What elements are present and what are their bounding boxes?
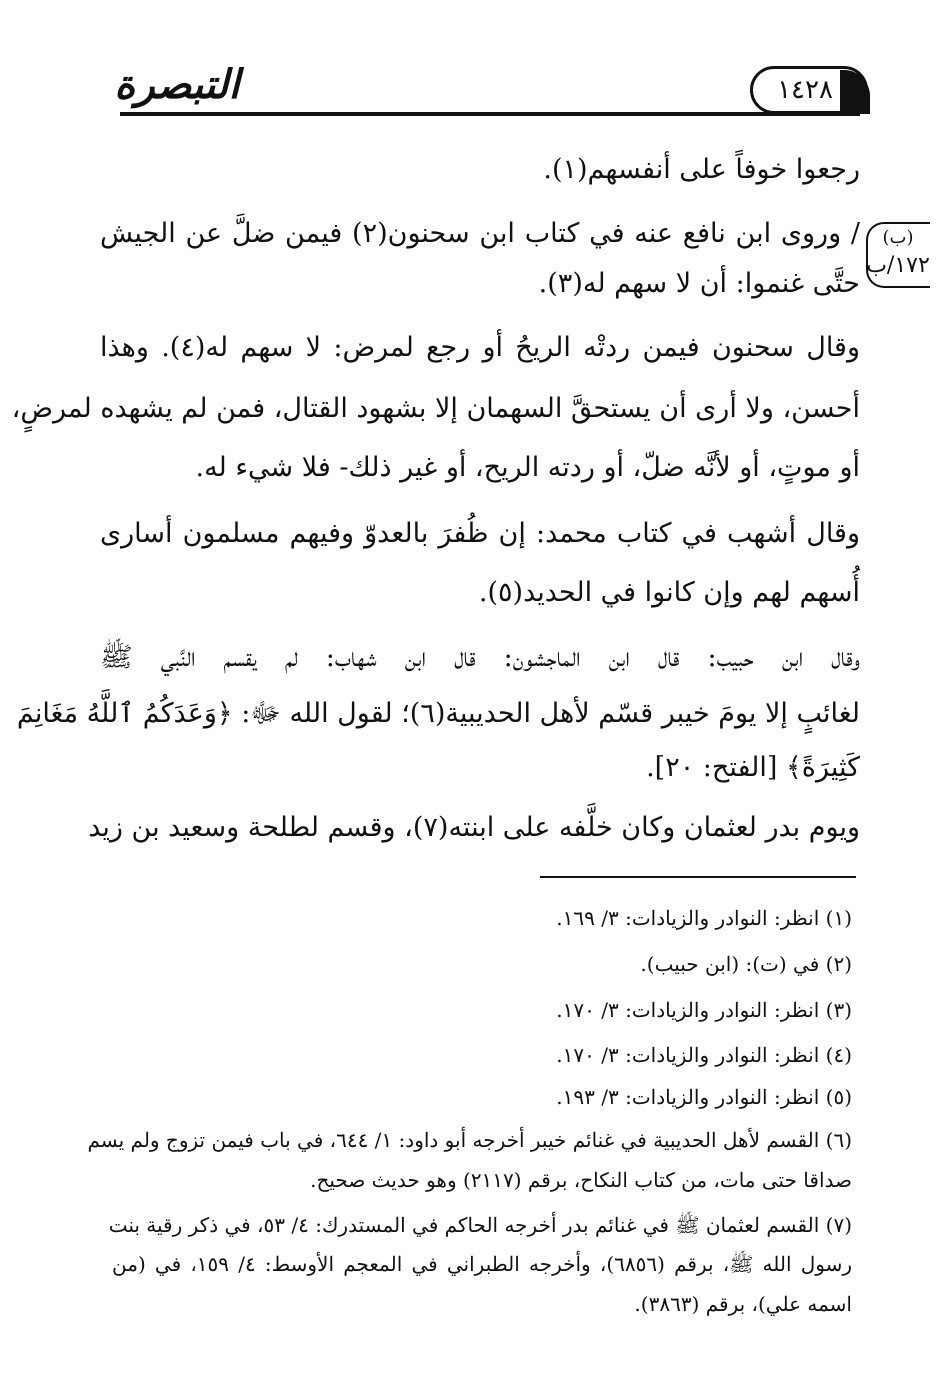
body-line: أو موتٍ، أو لأنَّه ضلّ، أو ردته الريح، أو غير ذلك- فلا شيء له. — [195, 452, 860, 483]
footnote-continuation: رسول الله ﷺ، برقم (٦٨٥٦)، وأخرجه الطبراني في المعجم الأوسط: ٤/ ١٥٩، في (من — [112, 1252, 852, 1276]
footnote-separator — [540, 876, 856, 878]
margin-note-folio: ١٧٢/ب — [866, 253, 930, 278]
body-line: وقال سحنون فيمن ردتْه الريحُ أو رجع لمرض: لا سهم له(٤). وهذا — [100, 332, 860, 363]
footnote: (٥) انظر: النوادر والزيادات: ٣/ ١٩٣. — [556, 1085, 852, 1109]
footnote: (٢) في (ت): (ابن حبيب). — [640, 952, 852, 976]
body-line: لغائبٍ إلا يومَ خيبر قسّم لأهل الحديبية(٦)؛ لقول الله ﷻ: ﴿وَعَدَكُمُ ٱللَّهُ مَغَانِمَ — [16, 698, 860, 729]
body-line: أحسن، ولا أرى أن يستحقَّ السهمان إلا بشهود القتال، فمن لم يشهده لمرضٍ، — [11, 393, 860, 424]
body-line: وقال أشهب في كتاب محمد: إن ظُفرَ بالعدوّ وفيهم مسلمون أسارى — [100, 518, 860, 549]
footnote-continuation: اسمه علي)، برقم (٣٨٦٣). — [634, 1292, 852, 1316]
body-line: وقال ابن حبيب: قال ابن الماجشون: قال ابن شهاب: لم يقسم النَّبي ﷺ — [100, 642, 860, 673]
body-line: أُسهم لهم وإن كانوا في الحديد(٥). — [478, 577, 860, 608]
page-number: ١٤٢٨ — [777, 75, 833, 105]
body-line: / وروى ابن نافع عنه في كتاب ابن سحنون(٢) فيمن ضلَّ عن الجيش — [100, 218, 860, 249]
footnote: (٤) انظر: النوادر والزيادات: ٣/ ١٧٠. — [556, 1043, 852, 1067]
footnote-continuation: صداقا حتى مات، من كتاب النكاح، برقم (٢١١٧) وهو حديث صحيح. — [310, 1168, 852, 1192]
body-line: رجعوا خوفاً على أنفسهم(١). — [543, 154, 860, 185]
margin-note-manuscript: (ب) — [882, 227, 914, 248]
footnote: (٦) القسم لأهل الحديبية في غنائم خيبر أخرجه أبو داود: ١/ ٦٤٤، في باب فيمن تزوج ولم يسم — [87, 1128, 852, 1152]
book-title: التبصرة — [114, 61, 240, 108]
body-line: ويوم بدر لعثمان وكان خلَّفه على ابنته(٧)، وقسم لطلحة وسعيد بن زيد — [88, 812, 860, 843]
footnote: (٧) القسم لعثمان ﷺ في غنائم بدر أخرجه الحاكم في المستدرك: ٤/ ٥٣، في ذكر رقية بنت — [108, 1213, 852, 1237]
footnote: (١) انظر: النوادر والزيادات: ٣/ ١٦٩. — [556, 906, 852, 930]
body-line: حتَّى غنموا: أن لا سهم له(٣). — [538, 268, 860, 299]
body-line: كَثِيرَةً﴾ [الفتح: ٢٠]. — [646, 752, 860, 783]
footnote: (٣) انظر: النوادر والزيادات: ٣/ ١٧٠. — [556, 998, 852, 1022]
header-rule — [120, 112, 860, 116]
